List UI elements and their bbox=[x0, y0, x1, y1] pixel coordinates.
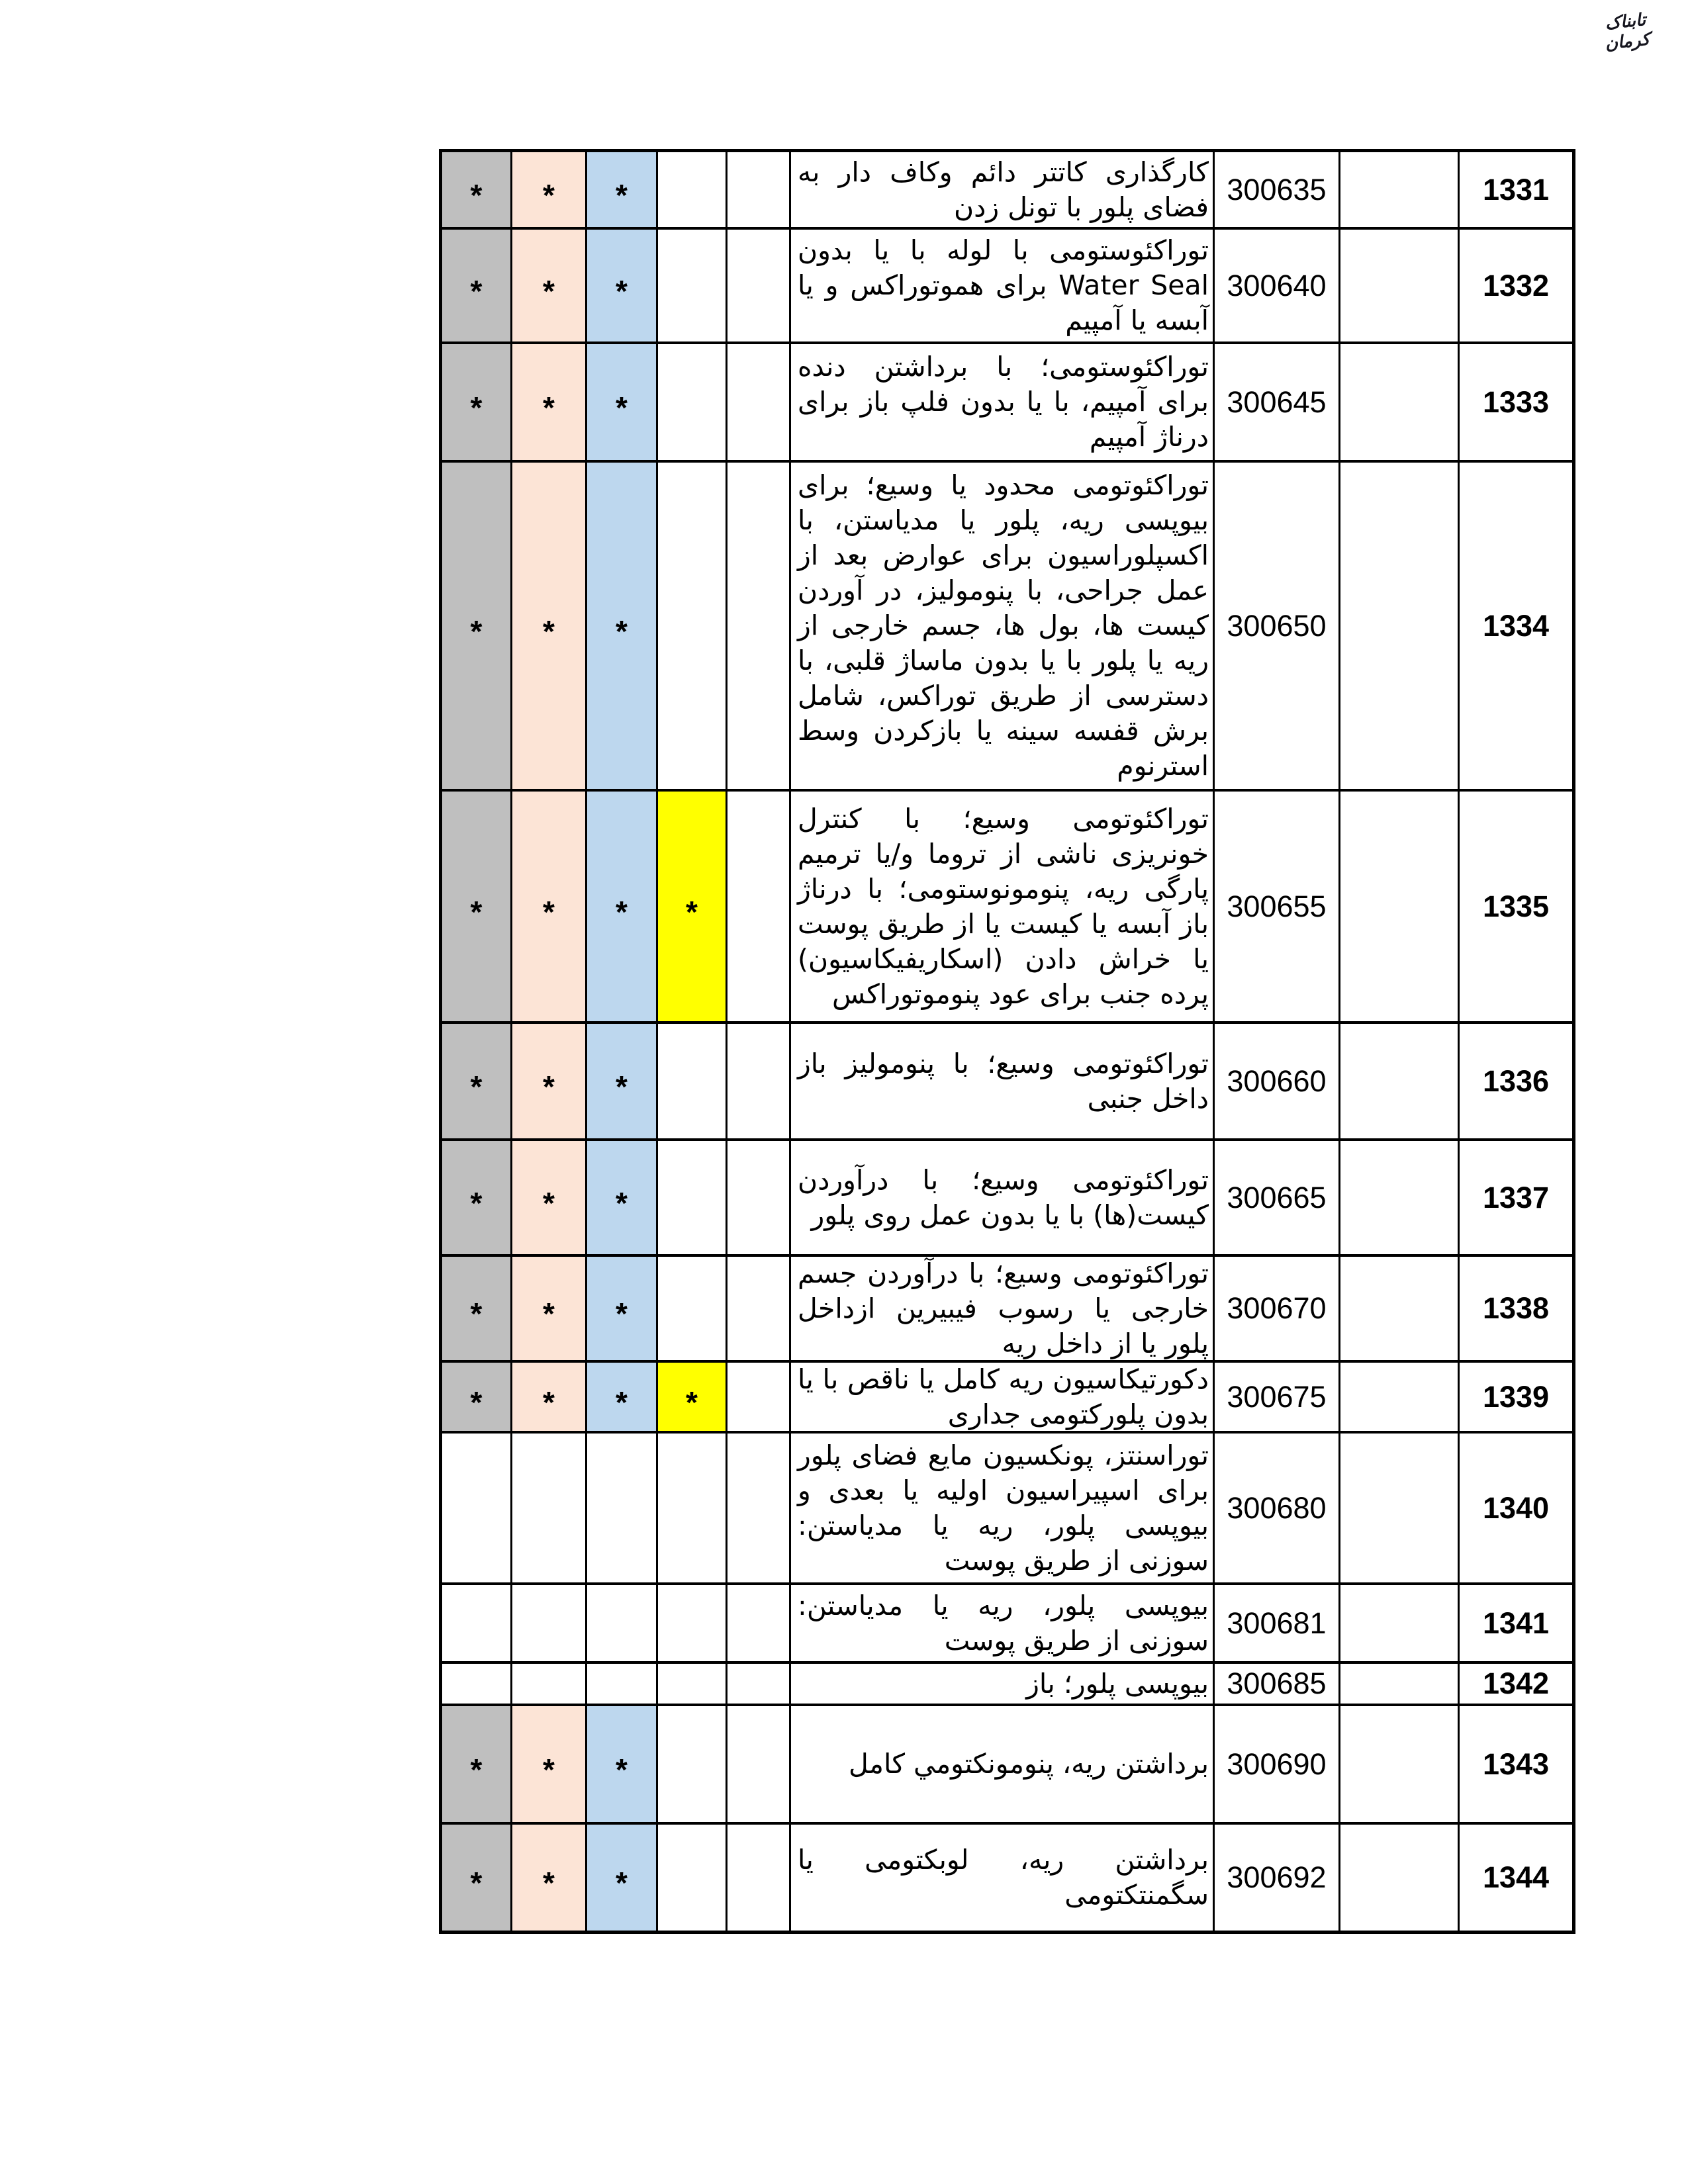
mark-cell-gray bbox=[442, 1585, 512, 1661]
mark-cell-peach bbox=[512, 1664, 587, 1704]
empty-cell bbox=[1340, 1141, 1460, 1254]
mark-cell-blank bbox=[727, 1706, 791, 1822]
asterisk-marker: * bbox=[543, 1297, 555, 1332]
row-number-cell: 1340 bbox=[1460, 1433, 1572, 1582]
mark-cell-blank bbox=[727, 1363, 791, 1431]
asterisk-marker: * bbox=[616, 1297, 628, 1332]
asterisk-marker: * bbox=[616, 1069, 628, 1104]
asterisk-marker: * bbox=[616, 273, 628, 308]
mark-cell-blue bbox=[587, 1024, 658, 1138]
row-number-cell: 1338 bbox=[1460, 1257, 1572, 1360]
mark-cell-blue bbox=[587, 1706, 658, 1822]
mark-cell-blue bbox=[587, 1141, 658, 1254]
empty-cell bbox=[1340, 1706, 1460, 1822]
empty-cell bbox=[1340, 1585, 1460, 1661]
mark-cell-blank bbox=[727, 230, 791, 341]
mark-cell-gray bbox=[442, 1664, 512, 1704]
mark-cell-blank bbox=[727, 1141, 791, 1254]
tabnak-kerman-logo: تابناک کرمان bbox=[1604, 9, 1651, 54]
asterisk-marker: * bbox=[616, 1752, 628, 1787]
procedure-description: توراکئوستومی؛ با برداشتن دنده برای آمپیم، با یا بدون فلپ باز برای درناژ آمپیم bbox=[798, 351, 1209, 453]
asterisk-marker: * bbox=[686, 1385, 698, 1420]
procedures-table bbox=[439, 149, 1575, 1934]
mark-cell-peach bbox=[512, 1024, 587, 1138]
mark-cell-blank bbox=[727, 1664, 791, 1704]
procedure-description: توراکئوتومی وسیع؛ با درآوردن جسم خارجی یا رسوب فیبیرین ازداخل پلور یا از داخل ریه bbox=[798, 1257, 1209, 1359]
mark-cell-gray bbox=[442, 1825, 512, 1931]
procedure-code-cell: 300640 bbox=[1215, 230, 1340, 341]
row-number-cell: 1339 bbox=[1460, 1363, 1572, 1431]
description-cell bbox=[791, 1257, 1215, 1360]
mark-cell-blue bbox=[587, 1363, 658, 1431]
mark-cell-peach bbox=[512, 1363, 587, 1431]
description-cell bbox=[791, 1825, 1215, 1931]
mark-cell-extra bbox=[658, 1585, 727, 1661]
empty-cell bbox=[1340, 1024, 1460, 1138]
mark-cell-peach bbox=[512, 792, 587, 1021]
procedure-description: کارگذاری کاتتر دائم وکاف دار به فضای پلور با تونل زدن bbox=[798, 156, 1209, 223]
row-number-cell: 1335 bbox=[1460, 792, 1572, 1021]
procedure-code-cell: 300650 bbox=[1215, 463, 1340, 789]
empty-cell bbox=[1340, 230, 1460, 341]
asterisk-marker: * bbox=[543, 1752, 555, 1787]
row-number-cell: 1333 bbox=[1460, 344, 1572, 460]
table-row bbox=[442, 1363, 1572, 1433]
asterisk-marker: * bbox=[470, 390, 483, 425]
mark-cell-blank bbox=[727, 344, 791, 460]
procedure-code-cell: 300635 bbox=[1215, 152, 1340, 227]
procedure-code-cell: 300665 bbox=[1215, 1141, 1340, 1254]
asterisk-marker: * bbox=[616, 390, 628, 425]
mark-cell-gray bbox=[442, 344, 512, 460]
mark-cell-extra bbox=[658, 1825, 727, 1931]
asterisk-marker: * bbox=[543, 894, 555, 929]
procedure-code-cell: 300692 bbox=[1215, 1825, 1340, 1931]
table-row bbox=[442, 152, 1572, 230]
mark-cell-blank bbox=[727, 1024, 791, 1138]
procedure-code-cell: 300645 bbox=[1215, 344, 1340, 460]
mark-cell-extra bbox=[658, 344, 727, 460]
asterisk-marker: * bbox=[543, 1385, 555, 1420]
mark-cell-gray bbox=[442, 1141, 512, 1254]
procedure-description: دکورتیکاسیون ریه کامل یا ناقص با یا بدون پلورکتومی جداری bbox=[798, 1363, 1209, 1430]
asterisk-marker: * bbox=[470, 1185, 483, 1220]
asterisk-marker: * bbox=[543, 390, 555, 425]
mark-cell-peach bbox=[512, 344, 587, 460]
row-number-cell: 1337 bbox=[1460, 1141, 1572, 1254]
mark-cell-extra bbox=[658, 230, 727, 341]
mark-cell-peach bbox=[512, 1257, 587, 1360]
table-row bbox=[442, 1706, 1572, 1825]
mark-cell-blue bbox=[587, 1585, 658, 1661]
asterisk-marker: * bbox=[543, 614, 555, 649]
mark-cell-gray bbox=[442, 463, 512, 789]
mark-cell-blue bbox=[587, 1257, 658, 1360]
mark-cell-extra bbox=[658, 152, 727, 227]
procedure-description: برداشتن ریه، پنومونکتومي کامل bbox=[848, 1748, 1209, 1780]
mark-cell-blue bbox=[587, 1825, 658, 1931]
table-row bbox=[442, 1664, 1572, 1706]
empty-cell bbox=[1340, 152, 1460, 227]
table-row bbox=[442, 344, 1572, 463]
description-cell bbox=[791, 1024, 1215, 1138]
procedure-description: بیوپسی پلور؛ باز bbox=[1026, 1667, 1209, 1700]
empty-cell bbox=[1340, 1825, 1460, 1931]
asterisk-marker: * bbox=[470, 614, 483, 649]
empty-cell bbox=[1340, 463, 1460, 789]
mark-cell-gray bbox=[442, 230, 512, 341]
mark-cell-blank bbox=[727, 792, 791, 1021]
mark-cell-blue bbox=[587, 792, 658, 1021]
mark-cell-peach bbox=[512, 1141, 587, 1254]
description-cell bbox=[791, 1664, 1215, 1704]
asterisk-marker: * bbox=[616, 1385, 628, 1420]
mark-cell-blank bbox=[727, 1585, 791, 1661]
mark-cell-peach bbox=[512, 230, 587, 341]
description-cell bbox=[791, 1706, 1215, 1822]
mark-cell-extra bbox=[658, 1024, 727, 1138]
mark-cell-blue bbox=[587, 230, 658, 341]
mark-cell-blank bbox=[727, 1433, 791, 1582]
mark-cell-gray bbox=[442, 1024, 512, 1138]
mark-cell-peach bbox=[512, 152, 587, 227]
procedure-code-cell: 300670 bbox=[1215, 1257, 1340, 1360]
description-cell bbox=[791, 1363, 1215, 1431]
procedure-description: توراسنتز، پونکسیون مایع فضای پلور برای اسپیراسیون اولیه یا بعدی و بیوپسی پلور، ریه یا مدیاستن: سوزنی از طریق پوست bbox=[798, 1439, 1209, 1576]
description-cell bbox=[791, 463, 1215, 789]
procedure-code-cell: 300675 bbox=[1215, 1363, 1340, 1431]
procedure-code-cell: 300655 bbox=[1215, 792, 1340, 1021]
table-row bbox=[442, 1024, 1572, 1141]
table-row bbox=[442, 1141, 1572, 1257]
procedure-description: توراکئوتومی وسیع؛ با پنومولیز باز داخل جنبی bbox=[798, 1047, 1209, 1115]
mark-cell-extra bbox=[658, 1664, 727, 1704]
empty-cell bbox=[1340, 1664, 1460, 1704]
table-row bbox=[442, 792, 1572, 1024]
mark-cell-extra bbox=[658, 1363, 727, 1431]
procedure-description: توراکئوتومی وسیع؛ با کنترل خونریزی ناشی از تروما و/یا ترمیم پارگی ریه، پنومونوستومی؛ با درناژ باز آبسه یا کیست یا از طریق پوست یا خراش دادن (اسکاریفیکاسیون) پرده جنب برای عود پنوموتوراکس bbox=[798, 802, 1209, 1010]
mark-cell-extra bbox=[658, 1433, 727, 1582]
mark-cell-blue bbox=[587, 1433, 658, 1582]
mark-cell-gray bbox=[442, 1706, 512, 1822]
mark-cell-blue bbox=[587, 463, 658, 789]
empty-cell bbox=[1340, 1257, 1460, 1360]
asterisk-marker: * bbox=[686, 894, 698, 929]
description-cell bbox=[791, 230, 1215, 341]
description-cell bbox=[791, 344, 1215, 460]
mark-cell-extra bbox=[658, 463, 727, 789]
procedure-description: برداشتن ریه، لوبکتومی یا سگمنتکتومی bbox=[798, 1844, 1209, 1911]
mark-cell-extra bbox=[658, 1257, 727, 1360]
table-row bbox=[442, 1825, 1572, 1931]
asterisk-marker: * bbox=[616, 1866, 628, 1901]
asterisk-marker: * bbox=[543, 273, 555, 308]
asterisk-marker: * bbox=[543, 1069, 555, 1104]
empty-cell bbox=[1340, 1363, 1460, 1431]
procedure-description: توراکئوتومی وسیع؛ با درآوردن کیست(ها) با یا بدون عمل روی پلور bbox=[798, 1163, 1209, 1231]
mark-cell-blue bbox=[587, 152, 658, 227]
procedure-description: بیوپسی پلور، ریه یا مدیاستن: سوزنی از طریق پوست bbox=[798, 1589, 1209, 1657]
mark-cell-peach bbox=[512, 1433, 587, 1582]
asterisk-marker: * bbox=[616, 894, 628, 929]
empty-cell bbox=[1340, 344, 1460, 460]
asterisk-marker: * bbox=[470, 1866, 483, 1901]
asterisk-marker: * bbox=[470, 177, 483, 212]
asterisk-marker: * bbox=[470, 1752, 483, 1787]
asterisk-marker: * bbox=[616, 1185, 628, 1220]
procedure-code-cell: 300681 bbox=[1215, 1585, 1340, 1661]
mark-cell-blank bbox=[727, 463, 791, 789]
description-cell bbox=[791, 1141, 1215, 1254]
mark-cell-extra bbox=[658, 792, 727, 1021]
table-row bbox=[442, 230, 1572, 344]
asterisk-marker: * bbox=[470, 894, 483, 929]
procedure-code-cell: 300685 bbox=[1215, 1664, 1340, 1704]
procedure-code-cell: 300660 bbox=[1215, 1024, 1340, 1138]
mark-cell-gray bbox=[442, 1363, 512, 1431]
table-row bbox=[442, 463, 1572, 792]
row-number-cell: 1342 bbox=[1460, 1664, 1572, 1704]
mark-cell-blue bbox=[587, 1664, 658, 1704]
row-number-cell: 1336 bbox=[1460, 1024, 1572, 1138]
row-number-cell: 1331 bbox=[1460, 152, 1572, 227]
mark-cell-peach bbox=[512, 1706, 587, 1822]
mark-cell-extra bbox=[658, 1141, 727, 1254]
mark-cell-blank bbox=[727, 152, 791, 227]
description-cell bbox=[791, 792, 1215, 1021]
description-cell bbox=[791, 1585, 1215, 1661]
mark-cell-peach bbox=[512, 463, 587, 789]
mark-cell-blank bbox=[727, 1825, 791, 1931]
asterisk-marker: * bbox=[616, 177, 628, 212]
mark-cell-blue bbox=[587, 344, 658, 460]
mark-cell-extra bbox=[658, 1706, 727, 1822]
asterisk-marker: * bbox=[470, 1297, 483, 1332]
asterisk-marker: * bbox=[616, 614, 628, 649]
mark-cell-gray bbox=[442, 1433, 512, 1582]
asterisk-marker: * bbox=[470, 1385, 483, 1420]
mark-cell-blank bbox=[727, 1257, 791, 1360]
description-cell bbox=[791, 152, 1215, 227]
table-row bbox=[442, 1585, 1572, 1664]
asterisk-marker: * bbox=[543, 1185, 555, 1220]
mark-cell-gray bbox=[442, 152, 512, 227]
table-row bbox=[442, 1257, 1572, 1363]
mark-cell-gray bbox=[442, 792, 512, 1021]
table-row bbox=[442, 1433, 1572, 1585]
row-number-cell: 1332 bbox=[1460, 230, 1572, 341]
row-number-cell: 1343 bbox=[1460, 1706, 1572, 1822]
row-number-cell: 1341 bbox=[1460, 1585, 1572, 1661]
empty-cell bbox=[1340, 1433, 1460, 1582]
mark-cell-peach bbox=[512, 1585, 587, 1661]
mark-cell-gray bbox=[442, 1257, 512, 1360]
asterisk-marker: * bbox=[543, 177, 555, 212]
row-number-cell: 1334 bbox=[1460, 463, 1572, 789]
row-number-cell: 1344 bbox=[1460, 1825, 1572, 1931]
procedure-description: توراکئوستومی با لوله با یا بدون Water Seal برای هموتوراکس و یا آبسه یا آمپیم bbox=[798, 234, 1209, 336]
empty-cell bbox=[1340, 792, 1460, 1021]
asterisk-marker: * bbox=[470, 273, 483, 308]
asterisk-marker: * bbox=[470, 1069, 483, 1104]
procedure-description: توراکئوتومی محدود یا وسیع؛ برای بیوپسی ریه، پلور یا مدیاستن، با اکسپلوراسیون برای عوارض بعد از عمل جراحی، با پنومولیز، در آوردن کیست ها، بول ها، جسم خارجی از ریه یا پلور با یا بدون ماساژ قلبی، با دسترسی از طریق توراکس، شامل برش قفسه سینه یا بازکردن وسط استرنوم bbox=[798, 469, 1209, 782]
procedure-code-cell: 300680 bbox=[1215, 1433, 1340, 1582]
procedure-code-cell: 300690 bbox=[1215, 1706, 1340, 1822]
mark-cell-peach bbox=[512, 1825, 587, 1931]
description-cell bbox=[791, 1433, 1215, 1582]
asterisk-marker: * bbox=[543, 1866, 555, 1901]
